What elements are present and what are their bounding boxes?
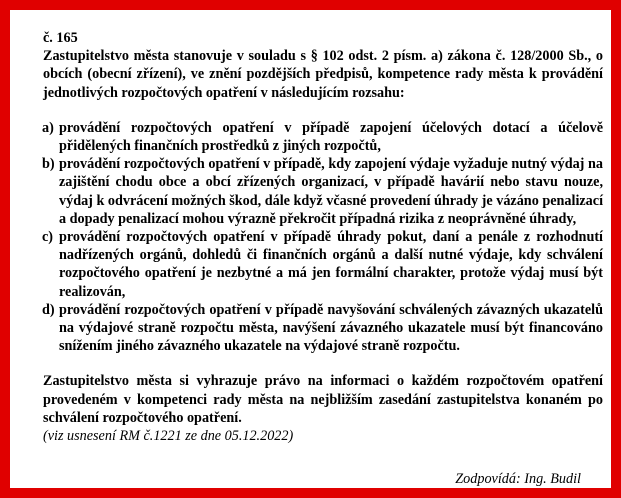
responsible-person: Zodpovídá: Ing. Budil [455, 471, 581, 487]
list-item [43, 228, 603, 301]
resolution-number: č. 165 [43, 30, 78, 46]
list-item-text: provádění rozpočtových opatření v případě navyšování schválených závazných ukazatelů na výdajové straně rozpočtu města, navýšení závazného ukazatele musí být financováno snížením jiného závazného ukazatele na výdajové straně rozpočtu. [59, 301, 603, 355]
list-item-text: provádění rozpočtových opatření v případě zapojení účelových dotací a účelově přidělených finančních prostředků z jiných rozpočtů, [59, 119, 603, 155]
list-item-marker: b) [42, 156, 55, 173]
list-item-marker: a) [42, 119, 54, 136]
resolution-note: (viz usnesení RM č.1221 ze dne 05.12.2022) [43, 428, 294, 445]
list-item-text: provádění rozpočtových opatření v případě, kdy zapojení výdaje vyžaduje nutný výdaj na zajištění chodu obce a obcí zřízených organizací, v případě havárií nebo stavu nouze, výdaj k odvrácení možných škod, dále když včasné provedení úhrady je vázáno penalizací a dopady penalizací mohou výrazně překročit případná rizika z neoprávněné úhrady, [59, 156, 604, 227]
closing-paragraph: Zastupitelstvo města si vyhrazuje právo na informaci o každém rozpočtovém opatření provedeném v kompetenci rady města na nejbližším zasedání zastupitelstva konaném po schválení rozpočtového opatření. [43, 373, 603, 426]
list-item [43, 301, 603, 356]
competence-list [43, 119, 603, 356]
list-item-text: provádění rozpočtových opatření v případě úhrady pokut, daní a penále z rozhodnutí nadřízených orgánů, dohledů či finančních orgánů a další nutné výdaje, kdy schválení rozpočtového opatření je nezbytné a má jen formální charakter, protože výdaj musí být realizován, [59, 229, 603, 300]
list-item-marker: d) [42, 301, 55, 318]
list-item [43, 155, 603, 228]
list-item [43, 119, 603, 155]
intro-paragraph: Zastupitelstvo města stanovuje v souladu s § 102 odst. 2 písm. a) zákona č. 128/2000 Sb., o obcích (obecní zřízení), ve znění pozdějších předpisů, kompetence rady města k provádění jednotlivých rozpočtových opatření v následujícím rozsahu: [43, 48, 603, 101]
list-item-marker: c) [42, 229, 54, 246]
document-content [43, 29, 603, 445]
